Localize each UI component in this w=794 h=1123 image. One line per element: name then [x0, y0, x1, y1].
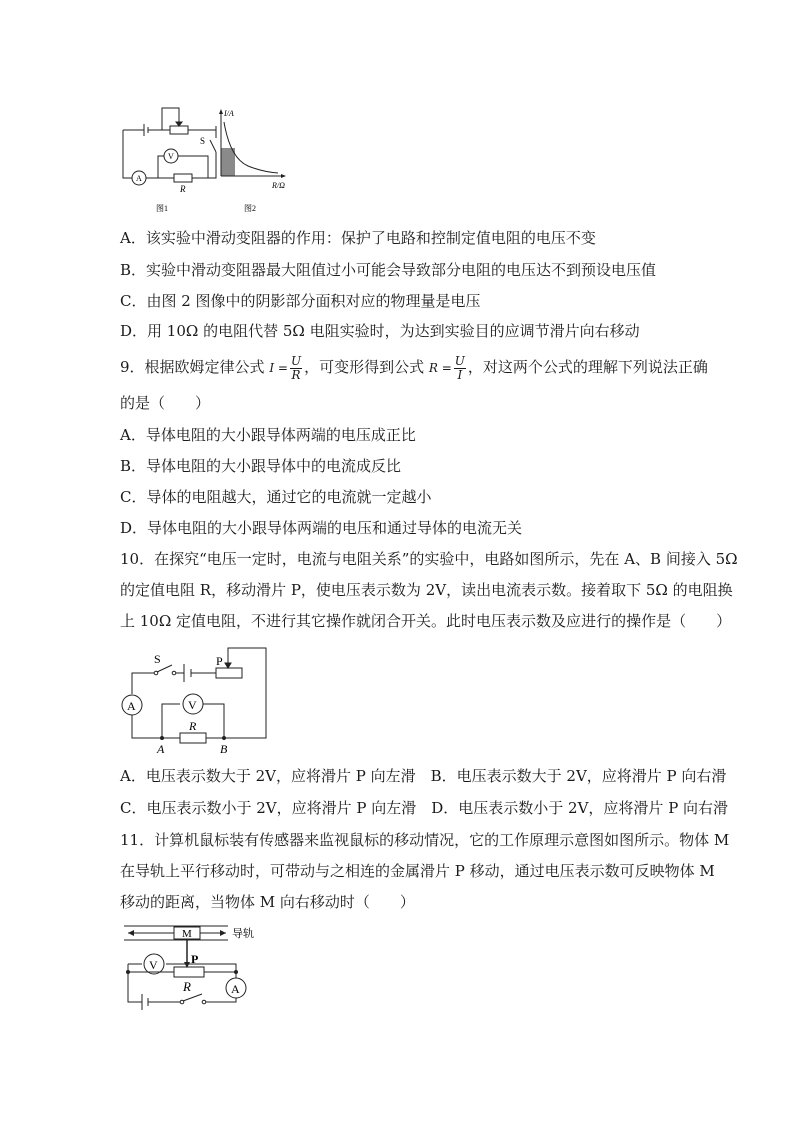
q10-label-s: S	[154, 652, 161, 666]
q11-figure	[118, 922, 278, 1017]
q11-label-rail: 导轨	[232, 928, 254, 940]
fig1-resistor	[174, 174, 192, 182]
q9-stem-part2: ，可变形得到公式	[304, 358, 425, 376]
q11-circuit	[118, 922, 278, 1017]
q9-formula1-lhs: I =	[269, 361, 288, 375]
fig2-shaded-area	[221, 148, 235, 176]
fig2-axis-x: R/Ω	[272, 181, 285, 190]
q10-switch	[157, 665, 172, 672]
q9-stem	[120, 351, 708, 384]
q8-figure	[118, 100, 298, 215]
q10-stem-line1: 10．在探究“电压一定时，电流与电阻关系”的实验中，电路如图所示，先在 A、B 间接入 5Ω	[120, 550, 738, 568]
fig1-label-s: S	[200, 136, 206, 146]
q10-resistor	[180, 733, 206, 743]
q8-circuit-and-graph	[118, 100, 298, 215]
q10-figure	[118, 644, 273, 756]
q11-arrow-left-icon	[128, 930, 134, 936]
fig1-switch	[210, 140, 216, 152]
q9-option-c: C．导体的电阻越大，通过它的电流就一定越小	[120, 488, 432, 506]
fig2-axis-y: I/A	[224, 109, 234, 118]
q10-label-r: R	[189, 719, 197, 733]
q9-stem-part1: 9．根据欧姆定律公式	[120, 358, 265, 376]
q10-stem-line2: 的定值电阻 R，移动滑片 P，使电压表示数为 2V，读出电流表示数。接着取下 5Ω 的电阻换	[120, 581, 733, 599]
q10-options-row1: A．电压表示数大于 2V，应将滑片 P 向左滑 B．电压表示数大于 2V，应将滑片 P 向右滑	[120, 767, 727, 785]
q8-option-d: D．用 10Ω 的电阻代替 5Ω 电阻实验时，为达到实验目的应调节滑片向右移动	[120, 322, 640, 340]
q10-label-b: B	[220, 742, 228, 756]
q11-stem-line2: 在导轨上平行移动时，可带动与之相连的金属滑片 P 移动，通过电压表示数可反映物体 M	[120, 862, 715, 880]
q10-label-a: A	[157, 742, 165, 756]
q10-label-v: V	[188, 698, 197, 712]
q9-stem-line2: 的是（ ）	[120, 394, 211, 412]
q10-rheostat	[216, 668, 242, 678]
q9-formula1-num: U	[290, 353, 302, 368]
q9-stem-part3: ，对这两个公式的理解下列说法正确	[467, 358, 708, 376]
q8-option-b: B．实验中滑动变阻器最大阻值过小可能会导致部分电阻的电压达不到预设电压值	[120, 261, 657, 279]
q9-formula2-lhs: R =	[428, 361, 452, 375]
q11-arrow-right-icon	[220, 930, 226, 936]
q9-option-a: A．导体电阻的大小跟导体两端的电压成正比	[120, 426, 416, 444]
fig1-label-a: A	[136, 174, 142, 183]
q9-formula2-den: I	[457, 367, 463, 382]
q9-formula1-fraction	[290, 355, 302, 382]
q9-formula2-num: U	[454, 353, 465, 368]
q10-node-a	[160, 736, 164, 740]
q11-label-v: V	[149, 958, 158, 972]
fig1-label-v: V	[168, 152, 174, 161]
q11-label-a: A	[231, 982, 240, 996]
q10-circuit	[118, 644, 273, 756]
q8-option-a: A．该实验中滑动变阻器的作用：保护了电路和控制定值电阻的电压不变	[120, 229, 596, 247]
fig1-caption: 图1	[156, 204, 168, 213]
q10-options-row2: C．电压表示数小于 2V，应将滑片 P 向左滑 D．电压表示数小于 2V，应将滑片 P 向右滑	[120, 799, 729, 817]
q11-switch	[183, 994, 202, 1001]
q10-label-ammeter: A	[127, 699, 136, 713]
fig1-label-r: R	[180, 184, 186, 194]
q10-label-p: P	[216, 654, 223, 668]
q9-formula1-den: R	[291, 367, 301, 382]
q11-label-p: P	[191, 952, 199, 966]
q11-label-m: M	[182, 928, 192, 940]
q10-node-b	[222, 736, 226, 740]
q11-resistor	[174, 967, 204, 977]
q9-option-b: B．导体电阻的大小跟导体中的电流成反比	[120, 457, 402, 475]
fig2-caption: 图2	[244, 204, 256, 213]
q9-formula2-fraction	[454, 355, 466, 382]
q11-stem-line1: 11．计算机鼠标装有传感器来监视鼠标的移动情况，它的工作原理示意图如图所示。物体 M	[120, 831, 730, 849]
q11-label-r: R	[183, 979, 191, 994]
fig1-rheostat	[170, 126, 188, 134]
q11-stem-line3: 移动的距离，当物体 M 向右移动时（ ）	[120, 893, 415, 911]
q8-option-c: C．由图 2 图像中的阴影部分面积对应的物理量是电压	[120, 292, 481, 310]
fig2-graph	[219, 109, 286, 178]
q9-option-d: D．导体电阻的大小跟导体两端的电压和通过导体的电流无关	[120, 519, 523, 537]
q10-stem-line3: 上 10Ω 定值电阻，不进行其它操作就闭合开关。此时电压表示数及应进行的操作是（ ）	[120, 612, 732, 630]
